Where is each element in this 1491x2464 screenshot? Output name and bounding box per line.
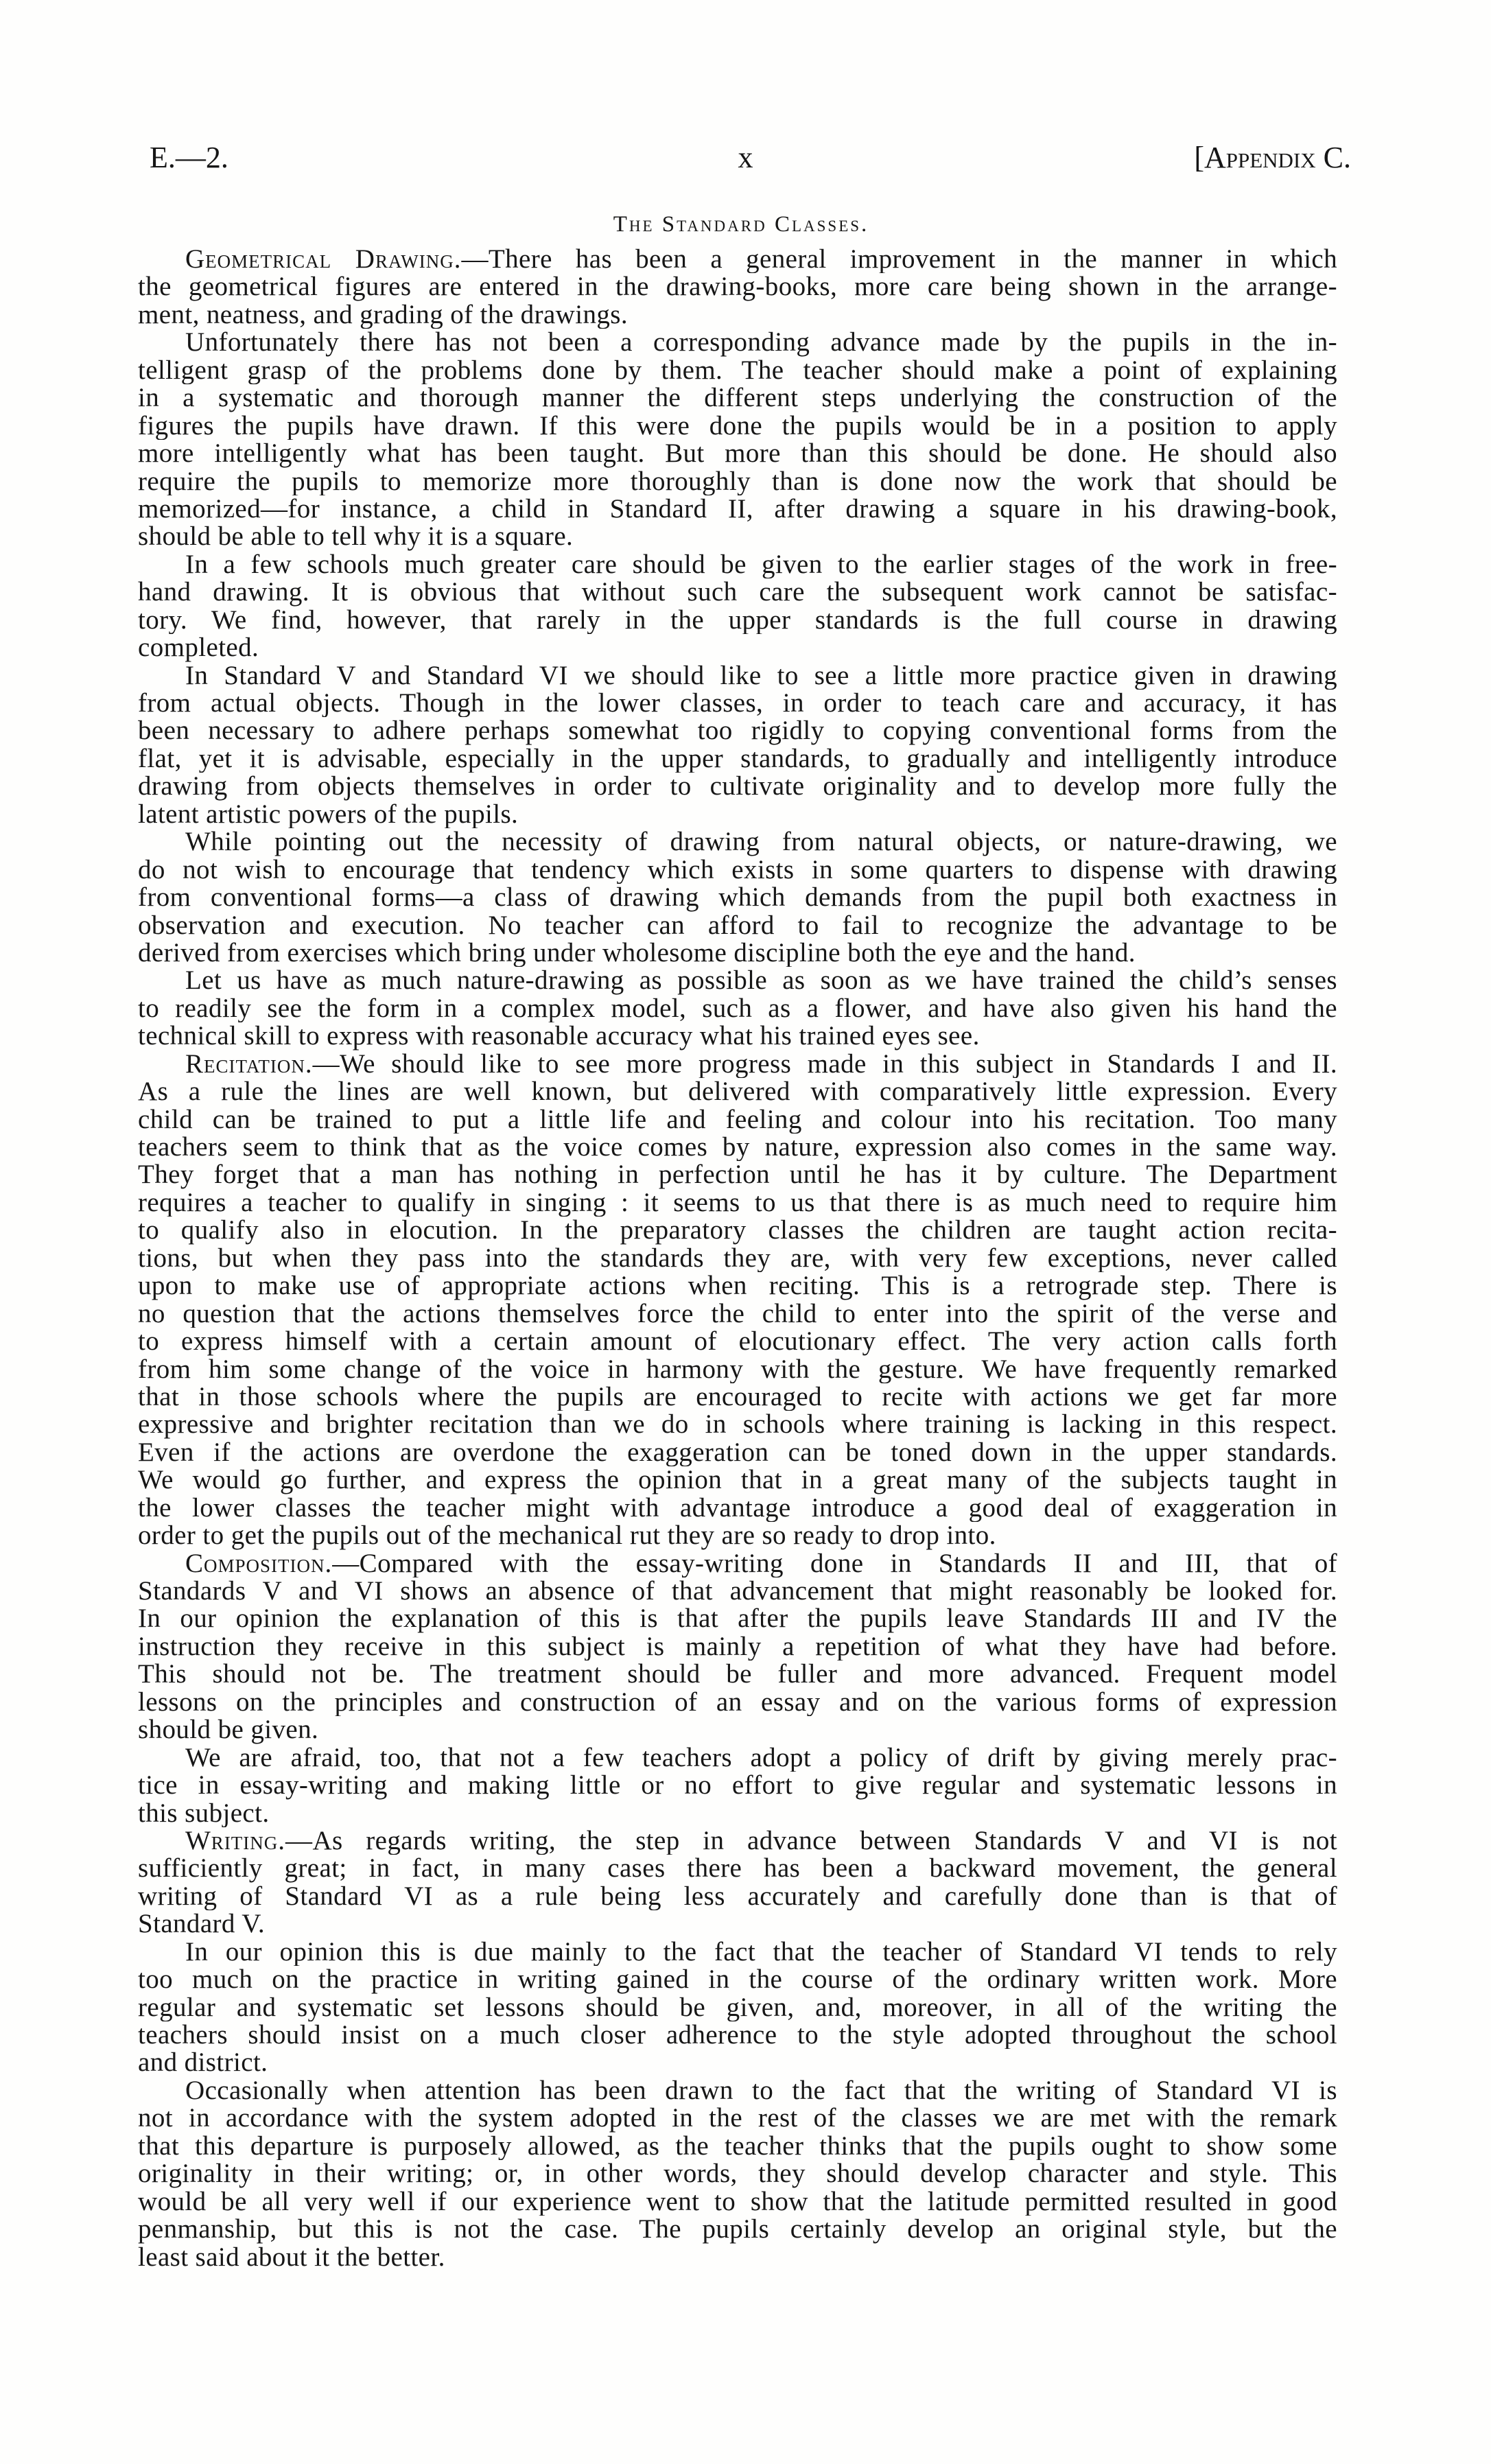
paragraph (138, 662, 1337, 829)
text-line (138, 1051, 1337, 1078)
document-code: E.—2. (150, 141, 228, 174)
text-line: do not wish to encourage that tendency which exists in some quarters to dispense with drawing (138, 856, 1337, 884)
text-line: observation and execution. No teacher can afford to fail to recognize the advantage to be (138, 911, 1337, 939)
text-line: teachers seem to think that as the voice comes by nature, expression also comes in the same way. (138, 1134, 1337, 1162)
paragraph (138, 2077, 1337, 2271)
text-line-rest: —There has been a general improvement in the manner in which (461, 246, 1337, 274)
text-line: from actual objects. Though in the lower classes, in order to teach care and accuracy, it has (138, 690, 1337, 718)
text-line: ment, neatness, and grading of the drawings. (138, 301, 629, 329)
section-heading: Recitation. (185, 1050, 313, 1079)
text-line: would be all very well if our experience went to show that the latitude permitted resulted in good (138, 2187, 1337, 2216)
text-line: regular and systematic set lessons should be given, and, moreover, in all of the writing the (138, 1993, 1337, 2021)
text-line: tions, but when they pass into the standards they are, with very few exceptions, never called (138, 1244, 1337, 1273)
text-line: the lower classes the teacher might with advantage introduce a good deal of exaggeration in (138, 1494, 1337, 1523)
text-line: tory. We find, however, that rarely in the upper standards is the full course in drawing (138, 606, 1337, 635)
text-line: figures the pupils have drawn. If this were done the pupils would be in a position to apply (138, 412, 1337, 441)
text-line: require the pupils to memorize more thoroughly than is done now the work that should be (138, 467, 1337, 495)
paragraph-writing (138, 1827, 1337, 1938)
text-line: should be able to tell why it is a square. (138, 523, 574, 551)
text-line: been necessary to adhere perhaps somewhat too rigidly to copying conventional forms from the (138, 717, 1337, 745)
text-line: more intelligently what has been taught. But more than this should be done. He should also (138, 440, 1337, 468)
paragraph-recitation (138, 1051, 1337, 1550)
text-line: technical skill to express with reasonable accuracy what his trained eyes see. (138, 1022, 980, 1051)
text-line: In Standard V and Standard VI we should like to see a little more practice given in drawing (185, 661, 1337, 690)
text-line: expressive and brighter recitation than we do in schools where training is lacking in this respect. (138, 1411, 1337, 1439)
section-heading: Geometrical Drawing. (185, 246, 462, 274)
text-line: to readily see the form in a complex model, such as a flower, and have also given his hand the (138, 994, 1337, 1023)
text-line: least said about it the better. (138, 2243, 445, 2271)
text-line: originality in their writing; or, in other words, they should develop character and style. This (138, 2160, 1337, 2188)
text-line: Standard V. (138, 1910, 265, 1938)
text-line (138, 1827, 1337, 1855)
text-line: this subject. (138, 1799, 270, 1827)
text-line: hand drawing. It is obvious that without such care the subsequent work cannot be satisfac- (138, 578, 1337, 607)
text-line: not in accordance with the system adopted in the rest of the classes we are met with the remark (138, 2104, 1337, 2133)
text-line: lessons on the principles and construction of an essay and on the various forms of expression (138, 1688, 1337, 1717)
text-line: memorized—for instance, a child in Standard II, after drawing a square in his drawing-book, (138, 495, 1337, 524)
paragraph-geometrical-drawing (138, 246, 1337, 329)
text-line: completed. (138, 634, 259, 662)
text-line: flat, yet it is advisable, especially in the upper standards, to gradually and intelligently introduce (138, 744, 1337, 773)
text-line: too much on the practice in writing gained in the course of the ordinary written work. More (138, 1966, 1337, 1994)
section-heading: Composition. (185, 1549, 333, 1577)
text-line: This should not be. The treatment should be fuller and more advanced. Frequent model (138, 1661, 1337, 1689)
text-line: In our opinion the explanation of this is that after the pupils leave Standards III and IV the (138, 1605, 1337, 1633)
paragraph (138, 329, 1337, 551)
text-line: child can be trained to put a little life and feeling and colour into his recitation. Too many (138, 1105, 1337, 1134)
text-line: from him some change of the voice in harmony with the gesture. We have frequently remarked (138, 1355, 1337, 1383)
text-line (138, 1550, 1337, 1577)
text-line: Standards V and VI shows an absence of that advancement that might reasonably be looked for. (138, 1577, 1337, 1606)
text-line: and district. (138, 2049, 268, 2077)
appendix-label: [Appendix C. (1194, 141, 1351, 174)
text-line: to express himself with a certain amount of elocutionary effect. The very action calls forth (138, 1328, 1337, 1356)
text-line: should be given. (138, 1716, 319, 1744)
document-body (138, 246, 1337, 2271)
page-title: The Standard Classes. (613, 212, 869, 237)
paragraph (138, 828, 1337, 967)
text-line: We are afraid, too, that not a few teachers adopt a policy of drift by giving merely prac- (185, 1744, 1337, 1772)
text-line: derived from exercises which bring under wholesome discipline both the eye and the hand. (138, 939, 1136, 967)
text-line: that in those schools where the pupils are encouraged to recite with actions we get far more (138, 1383, 1337, 1411)
text-line: no question that the actions themselves force the child to enter into the spirit of the verse and (138, 1300, 1337, 1328)
paragraph (138, 967, 1337, 1050)
text-line: teachers should insist on a much closer adherence to the style adopted throughout the school (138, 2021, 1337, 2050)
text-line: They forget that a man has nothing in perfection until he has it by culture. The Department (138, 1161, 1337, 1189)
text-line: Even if the actions are overdone the exaggeration can be toned down in the upper standards. (138, 1438, 1337, 1467)
text-line: to qualify also in elocution. In the preparatory classes the children are taught action recita- (138, 1217, 1337, 1245)
text-line: from conventional forms—a class of drawing which demands from the pupil both exactness in (138, 884, 1337, 912)
text-line-rest: —Compared with the essay-writing done in Standards II and III, that of (332, 1549, 1337, 1577)
text-line: telligent grasp of the problems done by them. The teacher should make a point of explaining (138, 356, 1337, 385)
text-line: Occasionally when attention has been drawn to the fact that the writing of Standard VI is (185, 2076, 1337, 2105)
text-line: the geometrical figures are entered in the drawing-books, more care being shown in the arrange- (138, 273, 1337, 301)
text-line: Unfortunately there has not been a corresponding advance made by the pupils in the in- (185, 329, 1337, 357)
text-line: latent artistic powers of the pupils. (138, 800, 519, 829)
text-line: instruction they receive in this subject is mainly a repetition of what they have had before. (138, 1632, 1337, 1661)
text-line: upon to make use of appropriate actions when reciting. This is a retrograde step. There is (138, 1272, 1337, 1300)
text-line: that this departure is purposely allowed, as the teacher thinks that the pupils ought to show some (138, 2132, 1337, 2161)
text-line: As a rule the lines are well known, but delivered with comparatively little expression. Every (138, 1078, 1337, 1106)
page-number: x (738, 141, 753, 174)
text-line: Let us have as much nature-drawing as possible as soon as we have trained the child’s senses (185, 967, 1337, 995)
text-line (138, 246, 1337, 273)
paragraph (138, 1938, 1337, 2077)
paragraph-composition (138, 1550, 1337, 1744)
text-line: In our opinion this is due mainly to the fact that the teacher of Standard VI tends to rely (185, 1938, 1337, 1967)
paragraph (138, 1744, 1337, 1827)
text-line: While pointing out the necessity of drawing from natural objects, or nature-drawing, we (185, 828, 1337, 856)
text-line: requires a teacher to qualify in singing : it seems to us that there is as much need to require him (138, 1188, 1337, 1217)
text-line: sufficiently great; in fact, in many cases there has been a backward movement, the general (138, 1855, 1337, 1883)
paragraph (138, 551, 1337, 662)
text-line: drawing from objects themselves in order to cultivate originality and to develop more fully the (138, 773, 1337, 801)
text-line: tice in essay-writing and making little or no effort to give regular and systematic lessons in (138, 1772, 1337, 1800)
text-line: penmanship, but this is not the case. The pupils certainly develop an original style, but the (138, 2216, 1337, 2244)
text-line-rest: —We should like to see more progress made in this subject in Standards I and II. (312, 1050, 1337, 1079)
text-line: writing of Standard VI as a rule being less accurately and carefully done than is that of (138, 1882, 1337, 1911)
text-line: We would go further, and express the opinion that in a great many of the subjects taught in (138, 1466, 1337, 1494)
text-line: In a few schools much greater care should be given to the earlier stages of the work in free- (185, 550, 1337, 579)
text-line: in a systematic and thorough manner the different steps underlying the construction of the (138, 384, 1337, 412)
text-line: order to get the pupils out of the mechanical rut they are so ready to drop into. (138, 1522, 996, 1550)
text-line-rest: —As regards writing, the step in advance between Standards V and VI is not (285, 1827, 1337, 1855)
section-heading: Writing. (185, 1827, 286, 1855)
